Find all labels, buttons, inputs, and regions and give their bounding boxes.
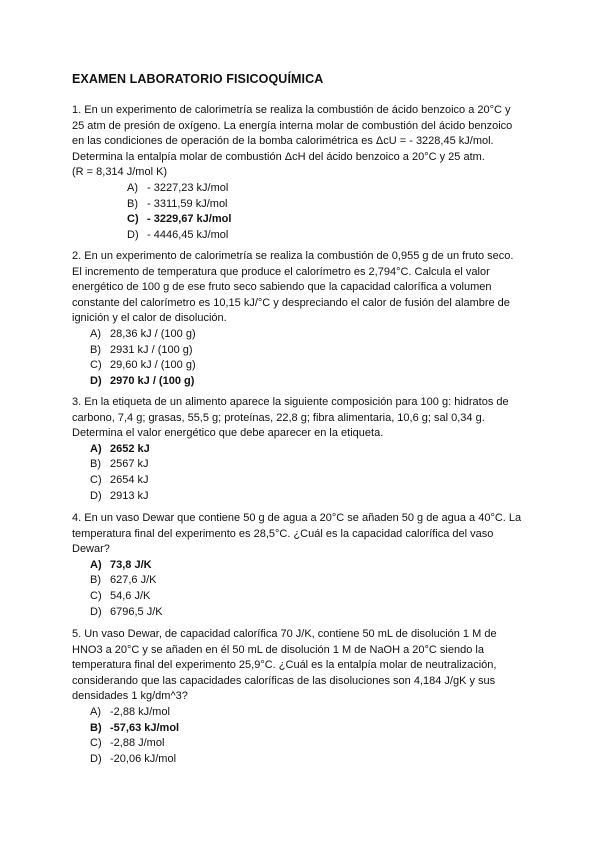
option-letter: C) (90, 359, 102, 372)
page-title: EXAMEN LABORATORIO FISICOQUÍMICA (72, 72, 324, 86)
option-c (72, 589, 532, 605)
option-text: - 3229,67 kJ/mol (147, 213, 232, 226)
option-d (72, 374, 532, 390)
option-letter: B) (90, 343, 101, 356)
option-letter: B) (90, 574, 101, 587)
option-text: 28,36 kJ / (100 g) (110, 327, 196, 340)
option-letter: D) (90, 752, 102, 765)
answer-options (72, 181, 532, 243)
option-letter: B) (127, 197, 138, 210)
question-line: Determina la entalpía molar de combustión ΔcH del ácido benzoico a 20°C y 25 atm. (72, 150, 485, 163)
question-line: 2. En un experimento de calorimetría se realiza la combustión de 0,955 g de un fruto seco. (72, 250, 514, 262)
question-4 (72, 511, 532, 620)
option-text: 2652 kJ (110, 442, 150, 455)
question-line: (R = 8,314 J/mol K) (72, 166, 168, 179)
option-b (72, 573, 532, 589)
option-letter: C) (90, 737, 102, 750)
option-letter: A) (90, 705, 101, 718)
question-text (72, 511, 532, 558)
option-text: - 4446,45 kJ/mol (147, 228, 229, 241)
question-line: temperatura final del experimento 25,9°C. ¿Cuál es la entalpía molar de neutralización, (72, 659, 497, 672)
option-b (72, 721, 532, 737)
option-text: -20,06 kJ/mol (110, 752, 177, 765)
question-line: HNO3 a 20°C y se añaden en él 50 mL de disolución 1 M de NaOH a 20°C siendo la (72, 643, 484, 656)
question-line: energético de 100 g de ese fruto seco sabiendo que la capacidad calorífica a volumen (72, 281, 492, 294)
option-c (72, 736, 532, 752)
question-2 (72, 249, 532, 389)
option-a (72, 558, 532, 574)
option-letter: C) (90, 473, 102, 486)
option-text: 6796,5 J/K (110, 605, 163, 618)
option-a (72, 442, 532, 458)
option-d (72, 228, 532, 244)
option-c (72, 358, 532, 374)
option-d (72, 752, 532, 768)
option-letter: A) (127, 181, 138, 194)
answer-options (72, 327, 532, 389)
option-a (72, 705, 532, 721)
question-line: El incremento de temperatura que produce el calorímetro es 2,794°C. Calcula el valor (72, 265, 490, 278)
option-letter: A) (90, 558, 102, 571)
question-text (72, 103, 532, 181)
option-d (72, 605, 532, 621)
question-3 (72, 395, 532, 504)
question-text (72, 249, 532, 327)
option-letter: D) (127, 228, 139, 241)
question-line: ignición y el calor de disolución. (72, 312, 227, 325)
question-line: 5. Un vaso Dewar, de capacidad calorífica 70 J/K, contiene 50 mL de disolución 1 M de (72, 628, 497, 640)
question-line: 1. En un experimento de calorimetría se realiza la combustión de ácido benzoico a 20°C y (72, 104, 511, 116)
option-letter: D) (90, 489, 102, 502)
option-letter: B) (90, 721, 102, 734)
question-line: Dewar? (72, 543, 110, 556)
option-letter: D) (90, 374, 102, 387)
option-text: 73,8 J/K (110, 558, 152, 571)
option-a (72, 181, 532, 197)
option-text: - 3311,59 kJ/mol (147, 197, 228, 210)
option-text: - 3227,23 kJ/mol (147, 181, 229, 194)
option-text: 2654 kJ (110, 473, 149, 486)
question-text (72, 395, 532, 442)
option-letter: A) (90, 327, 101, 340)
question-line: 3. En la etiqueta de un alimento aparece la siguiente composición para 100 g: hidratos de (72, 396, 509, 408)
option-text: -2,88 kJ/mol (110, 705, 170, 718)
question-line: Determina el valor energético que debe aparecer en la etiqueta. (72, 427, 384, 440)
option-text: 2970 kJ / (100 g) (110, 374, 195, 387)
question-line: 25 atm de presión de oxígeno. La energía interna molar de combustión del ácido benzoico (72, 119, 513, 132)
question-5 (72, 627, 532, 767)
question-text (72, 627, 532, 705)
question-line: constante del calorímetro es 10,15 kJ/°C y despreciando el calor de fusión del alambre de (72, 296, 510, 309)
option-b (72, 343, 532, 359)
question-line: en las condiciones de operación de la bomba calorimétrica es ΔcU = - 3228,45 kJ/mol. (72, 135, 494, 148)
option-text: 2913 kJ (110, 489, 149, 502)
answer-options (72, 558, 532, 620)
question-line: densidades 1 kg/dm^3? (72, 690, 188, 703)
option-letter: C) (127, 213, 139, 226)
option-c (72, 473, 532, 489)
question-line: carbono, 7,4 g; grasas, 55,5 g; proteínas, 22,8 g; fibra alimentaria, 10,6 g; sal 0,34 g. (72, 411, 485, 424)
option-c (72, 212, 532, 228)
question-line: temperatura final del experimento es 28,5°C. ¿Cuál es la capacidad calorífica del vaso (72, 527, 494, 540)
option-text: -57,63 kJ/mol (110, 721, 180, 734)
answer-options (72, 705, 532, 767)
option-text: 2931 kJ / (100 g) (110, 343, 193, 356)
option-text: -2,88 J/mol (110, 737, 165, 750)
option-letter: B) (90, 458, 101, 471)
option-letter: D) (90, 605, 102, 618)
question-line: considerando que las capacidades caloríficas de las disoluciones son 4,184 J/gK y sus (72, 674, 496, 687)
option-a (72, 327, 532, 343)
option-d (72, 489, 532, 505)
question-line: 4. En un vaso Dewar que contiene 50 g de agua a 20°C se añaden 50 g de agua a 40°C. La (72, 512, 522, 524)
answer-options (72, 442, 532, 504)
option-text: 2567 kJ (110, 458, 149, 471)
option-text: 29,60 kJ / (100 g) (110, 359, 196, 372)
option-text: 54,6 J/K (110, 589, 151, 602)
option-letter: C) (90, 589, 102, 602)
question-1 (72, 103, 532, 243)
option-letter: A) (90, 442, 102, 455)
option-text: 627,6 J/K (110, 574, 157, 587)
option-b (72, 197, 532, 213)
option-b (72, 457, 532, 473)
